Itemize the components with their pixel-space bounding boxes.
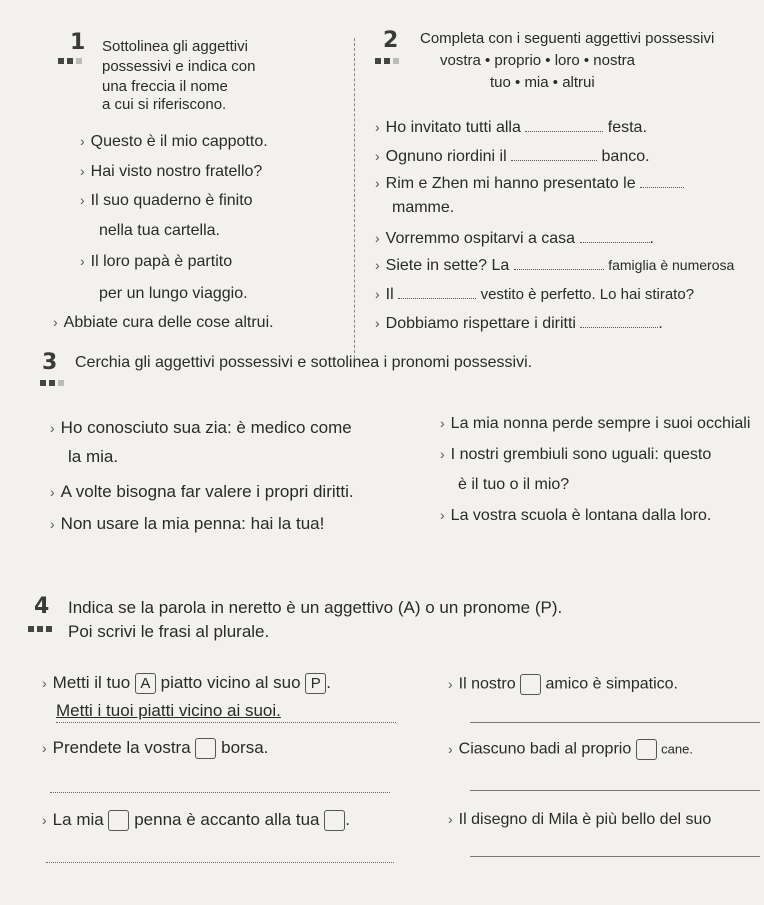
exercise-4-item: › Metti il tuo A piatto vicino al suo P . — [42, 673, 331, 693]
exercise-3-item: › La vostra scuola è lontana dalla loro. — [440, 507, 712, 524]
exercise-3-item: › I nostri grembiuli sono uguali: questo — [440, 446, 712, 463]
exercise-2-item: › Ho invitato tutti alla festa. — [375, 119, 647, 136]
exercise-2-item: › Dobbiamo rispettare i diritti . — [375, 315, 663, 332]
exercise-1-item: per un lungo viaggio. — [99, 285, 248, 302]
exercise-2-item: › Siete in sette? La famiglia è numerosa — [375, 257, 735, 274]
exercise-3-item: è il tuo o il mio? — [458, 476, 570, 493]
exercise-1-number: 1 — [70, 30, 86, 55]
exercise-4-item: › Prendete la vostra borsa. — [42, 738, 268, 759]
word-bank: tuo • mia • altrui — [490, 74, 595, 91]
exercise-1-item: › Abbiate cura delle cose altrui. — [53, 314, 274, 331]
word-bank: vostra • proprio • loro • nostra — [440, 52, 635, 69]
difficulty-dots — [40, 380, 64, 386]
answer-box[interactable] — [324, 810, 345, 831]
exercise-1-instruction-line: possessivi e indica con — [102, 58, 256, 75]
answer-line[interactable] — [470, 722, 760, 723]
answer-line[interactable] — [470, 856, 760, 857]
exercise-4-instruction: Indica se la parola in neretto è un aggettivo (A) o un pronome (P). — [68, 598, 563, 617]
answer-box[interactable]: A — [135, 673, 156, 694]
exercise-4-instruction: Poi scrivi le frasi al plurale. — [68, 622, 270, 641]
answer-box[interactable] — [195, 738, 216, 759]
exercise-2-instruction: Completa con i seguenti aggettivi possessivi — [420, 30, 715, 47]
difficulty-dots — [375, 58, 399, 64]
exercise-2-item: › Il vestito è perfetto. Lo hai stirato? — [375, 286, 695, 303]
difficulty-dots — [58, 58, 82, 64]
exercise-4-item: › Il disegno di Mila è più bello del suo — [448, 811, 712, 828]
exercise-1-item: › Hai visto nostro fratello? — [80, 163, 263, 180]
exercise-4-item: › Il nostro amico è simpatico. — [448, 674, 678, 695]
exercise-2-item: › Vorremmo ospitarvi a casa . — [375, 230, 654, 247]
exercise-3-item: la mia. — [68, 447, 119, 466]
answer-line[interactable] — [46, 862, 394, 863]
exercise-3-item: › A volte bisogna far valere i propri diritti. — [50, 482, 354, 501]
exercise-3-item: › La mia nonna perde sempre i suoi occhiali — [440, 415, 751, 432]
answer-box[interactable] — [520, 674, 541, 695]
example-answer: Metti i tuoi piatti vicino ai suoi. — [56, 701, 281, 720]
exercise-2-number: 2 — [383, 28, 399, 53]
answer-line[interactable] — [50, 792, 390, 793]
answer-line[interactable] — [470, 790, 760, 791]
exercise-1-item: › Il loro papà è partito — [80, 253, 233, 270]
answer-box[interactable] — [108, 810, 129, 831]
exercise-3-item: › Non usare la mia penna: hai la tua! — [50, 514, 325, 533]
exercise-3-instruction: Cerchia gli aggettivi possessivi e sottolinea i pronomi possessivi. — [75, 354, 533, 371]
difficulty-dots — [28, 626, 52, 632]
exercise-4-number: 4 — [34, 594, 50, 619]
answer-box[interactable]: P — [305, 673, 326, 694]
exercise-1-item: › Il suo quaderno è finito — [80, 192, 253, 209]
exercise-2-item: › Rim e Zhen mi hanno presentato le — [375, 173, 684, 193]
exercise-1-item: › Questo è il mio cappotto. — [80, 133, 268, 150]
exercise-1-instruction-line: a cui si riferiscono. — [102, 96, 227, 113]
column-divider — [354, 38, 355, 368]
answer-box[interactable] — [636, 739, 657, 760]
exercise-2-item: › Ognuno riordini il banco. — [375, 148, 650, 165]
exercise-1-item: nella tua cartella. — [99, 222, 220, 239]
exercise-1-instruction-line: una freccia il nome — [102, 78, 228, 95]
exercise-2-item: mamme. — [392, 199, 455, 216]
exercise-3-number: 3 — [42, 350, 58, 375]
exercise-1-instruction-line: Sottolinea gli aggettivi — [102, 38, 248, 55]
answer-line[interactable] — [56, 722, 396, 723]
exercise-4-item: › Ciascuno badi al proprio cane. — [448, 739, 693, 760]
exercise-3-item: › Ho conosciuto sua zia: è medico come — [50, 418, 352, 437]
exercise-4-item: › La mia penna è accanto alla tua . — [42, 810, 350, 831]
